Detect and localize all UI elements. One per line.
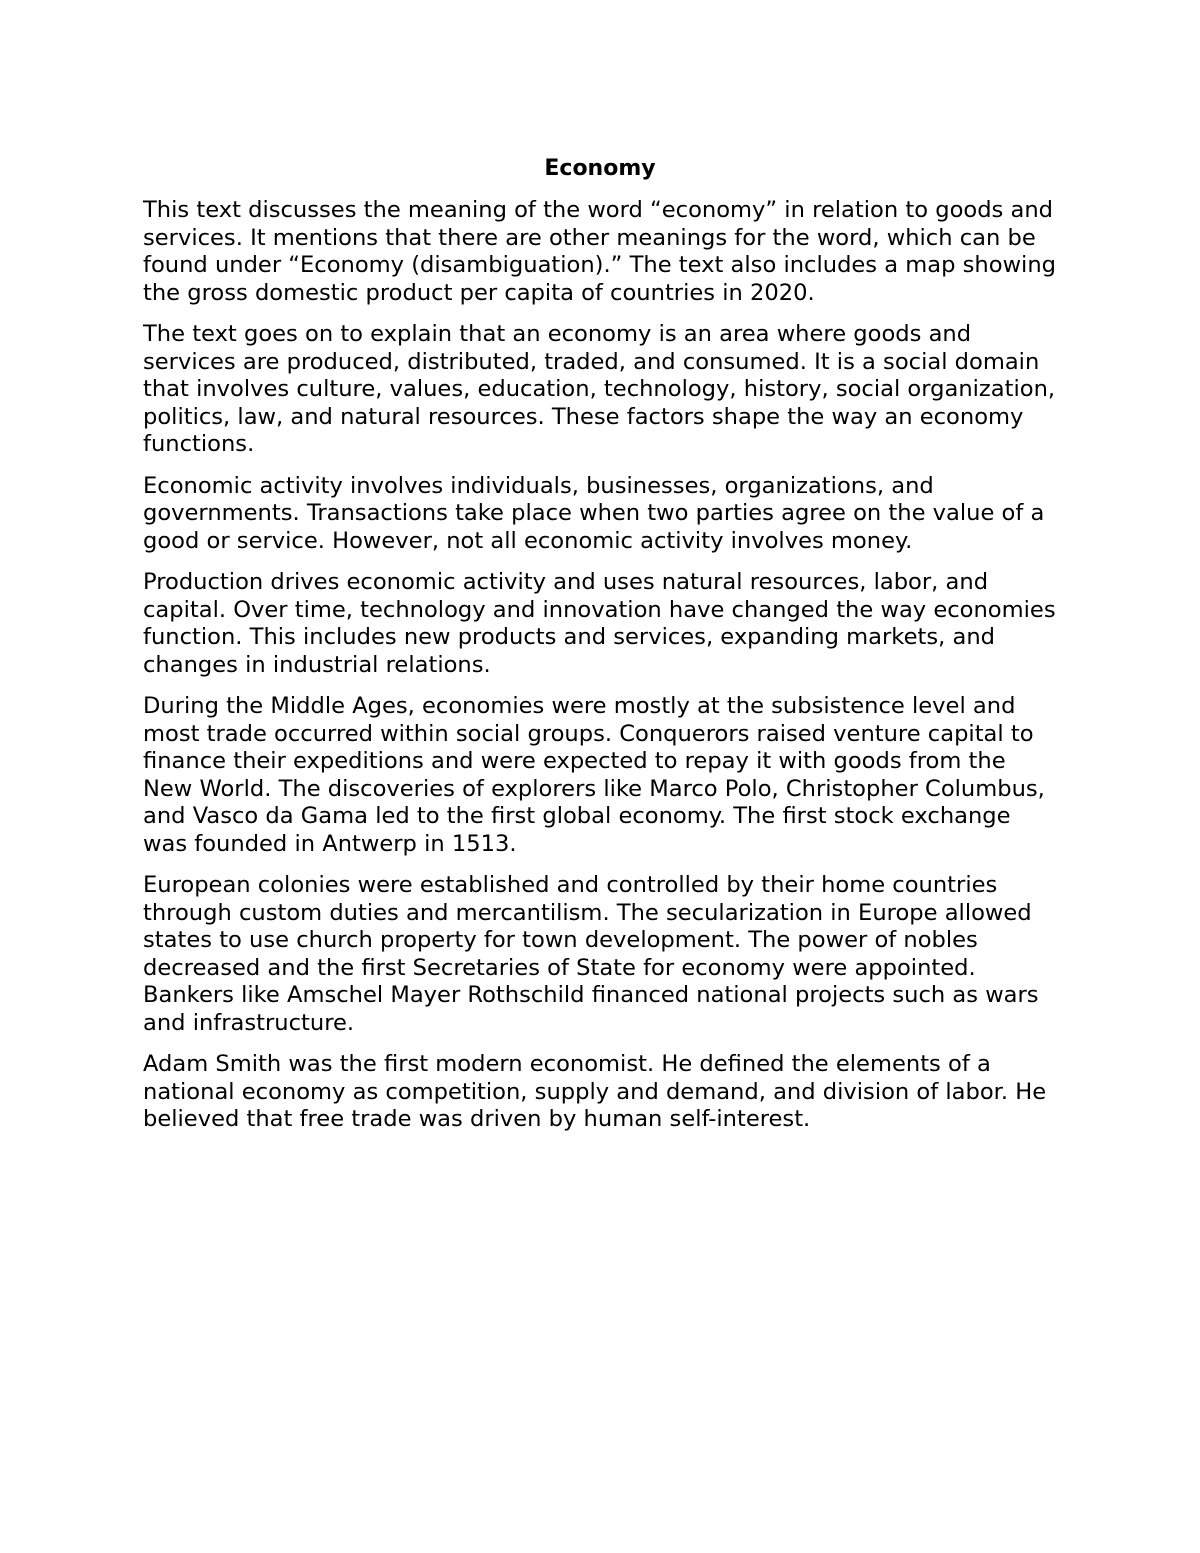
paragraph-5: During the Middle Ages, economies were mostly at the subsistence level and most trade occurred within social groups. Conquerors raised venture capital to finance their expeditions and were expected to repay it with goods from the New World. The discoveries of explorers like Marco Polo, Christopher Columbus, and Vasco da Gama led to the first global economy. The first stock exchange was founded in Antwerp in 1513. [143,693,1045,857]
paragraph-2: The text goes on to explain that an economy is an area where goods and services are produced, distributed, traded, and consumed. It is a social domain that involves culture, values, education, technology, history, social organization, politics, law, and natural resources. These factors shape the way an economy functions. [143,321,1056,457]
paragraph-3: Economic activity involves individuals, businesses, organizations, and governments. Transactions take place when two parties agree on the value of a good or service. However, not all economic activity involves money. [143,472,1045,554]
document-body [143,197,1060,1134]
paragraph-4: Production drives economic activity and uses natural resources, labor, and capital. Over time, technology and innovation have changed the way economies function. This includes new products and services, expanding markets, and changes in industrial relations. [143,569,1056,678]
document-title: Economy [544,156,656,181]
paragraph-1: This text discusses the meaning of the word “economy” in relation to goods and services. It mentions that there are other meanings for the word, which can be found under “Economy (disambiguation).” The text also includes a map showing the gross domestic product per capita of countries in 2020. [143,197,1056,306]
paragraph-7: Adam Smith was the first modern economist. He defined the elements of a national economy as competition, supply and demand, and division of labor. He believed that free trade was driven by human self-interest. [143,1051,1047,1132]
paragraph-6: European colonies were established and controlled by their home countries through custom duties and mercantilism. The secularization in Europe allowed states to use church property for town development. The power of nobles decreased and the first Secretaries of State for economy were appointed. Bankers like Amschel Mayer Rothschild financed national projects such as wars and infrastructure. [143,872,1039,1036]
